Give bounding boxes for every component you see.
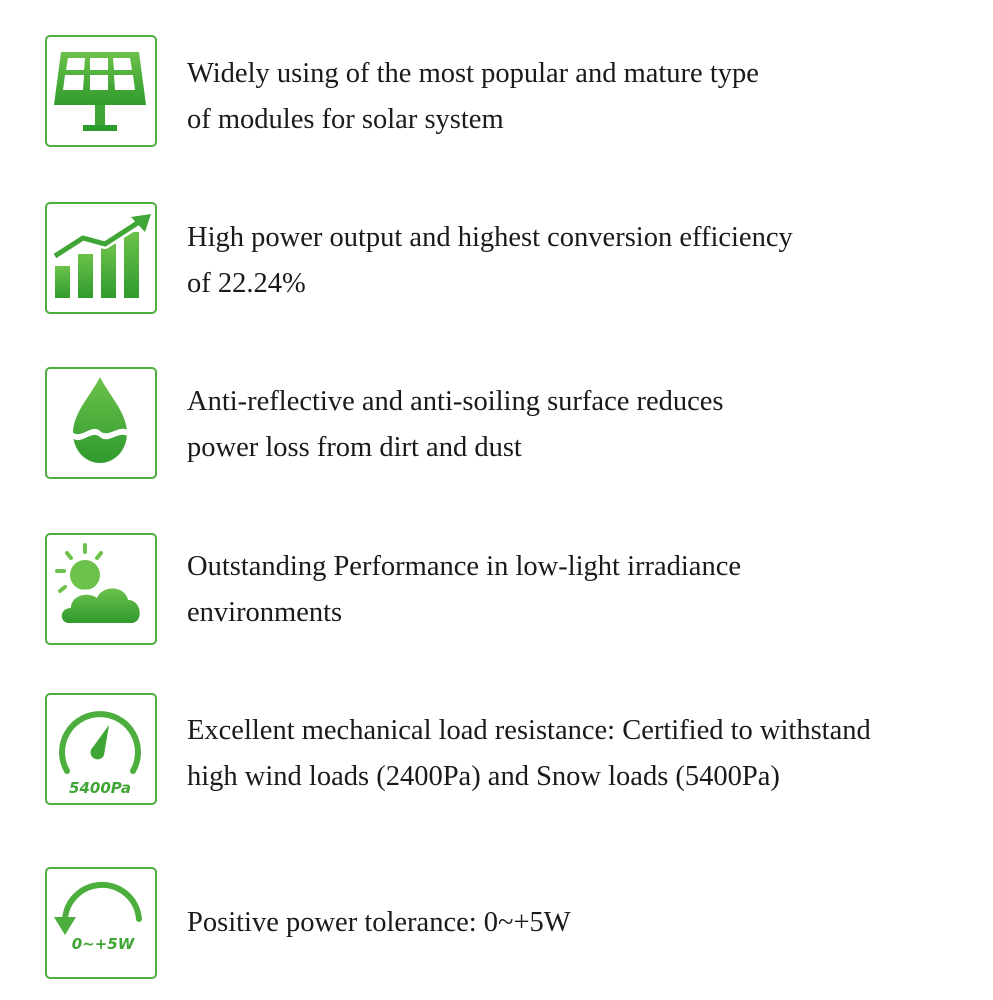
feature-text-line: Positive power tolerance: 0~+5W xyxy=(187,907,571,938)
tolerance-arrow-icon xyxy=(45,867,157,979)
pressure-gauge-icon xyxy=(45,693,157,805)
feature-text xyxy=(187,51,759,143)
feature-text-line: Anti-reflective and anti-soiling surface reduces xyxy=(187,386,724,417)
feature-text-line: environments xyxy=(187,597,343,628)
feature-text-line: of 22.24% xyxy=(187,268,306,299)
growth-chart-icon xyxy=(45,202,157,314)
gauge-label: 5400Pa xyxy=(69,779,131,797)
solar-panel-icon xyxy=(45,35,157,147)
feature-text-line: Outstanding Performance in low-light irradiance xyxy=(187,551,741,582)
feature-text-line: of modules for solar system xyxy=(187,104,504,135)
tolerance-label: 0~+5W xyxy=(71,935,135,953)
feature-text-line: High power output and highest conversion efficiency xyxy=(187,222,793,253)
feature-text-line: Excellent mechanical load resistance: Certified to withstand xyxy=(187,715,871,746)
feature-text xyxy=(187,544,741,636)
feature-text-line: high wind loads (2400Pa) and Snow loads (5400Pa) xyxy=(187,761,780,792)
feature-text xyxy=(187,215,793,307)
water-drop-icon xyxy=(45,367,157,479)
feature-text xyxy=(187,900,571,946)
feature-text xyxy=(187,379,724,471)
feature-text xyxy=(187,708,871,800)
sun-cloud-icon xyxy=(45,533,157,645)
feature-text-line: Widely using of the most popular and mature type xyxy=(187,58,759,89)
feature-text-line: power loss from dirt and dust xyxy=(187,432,522,463)
